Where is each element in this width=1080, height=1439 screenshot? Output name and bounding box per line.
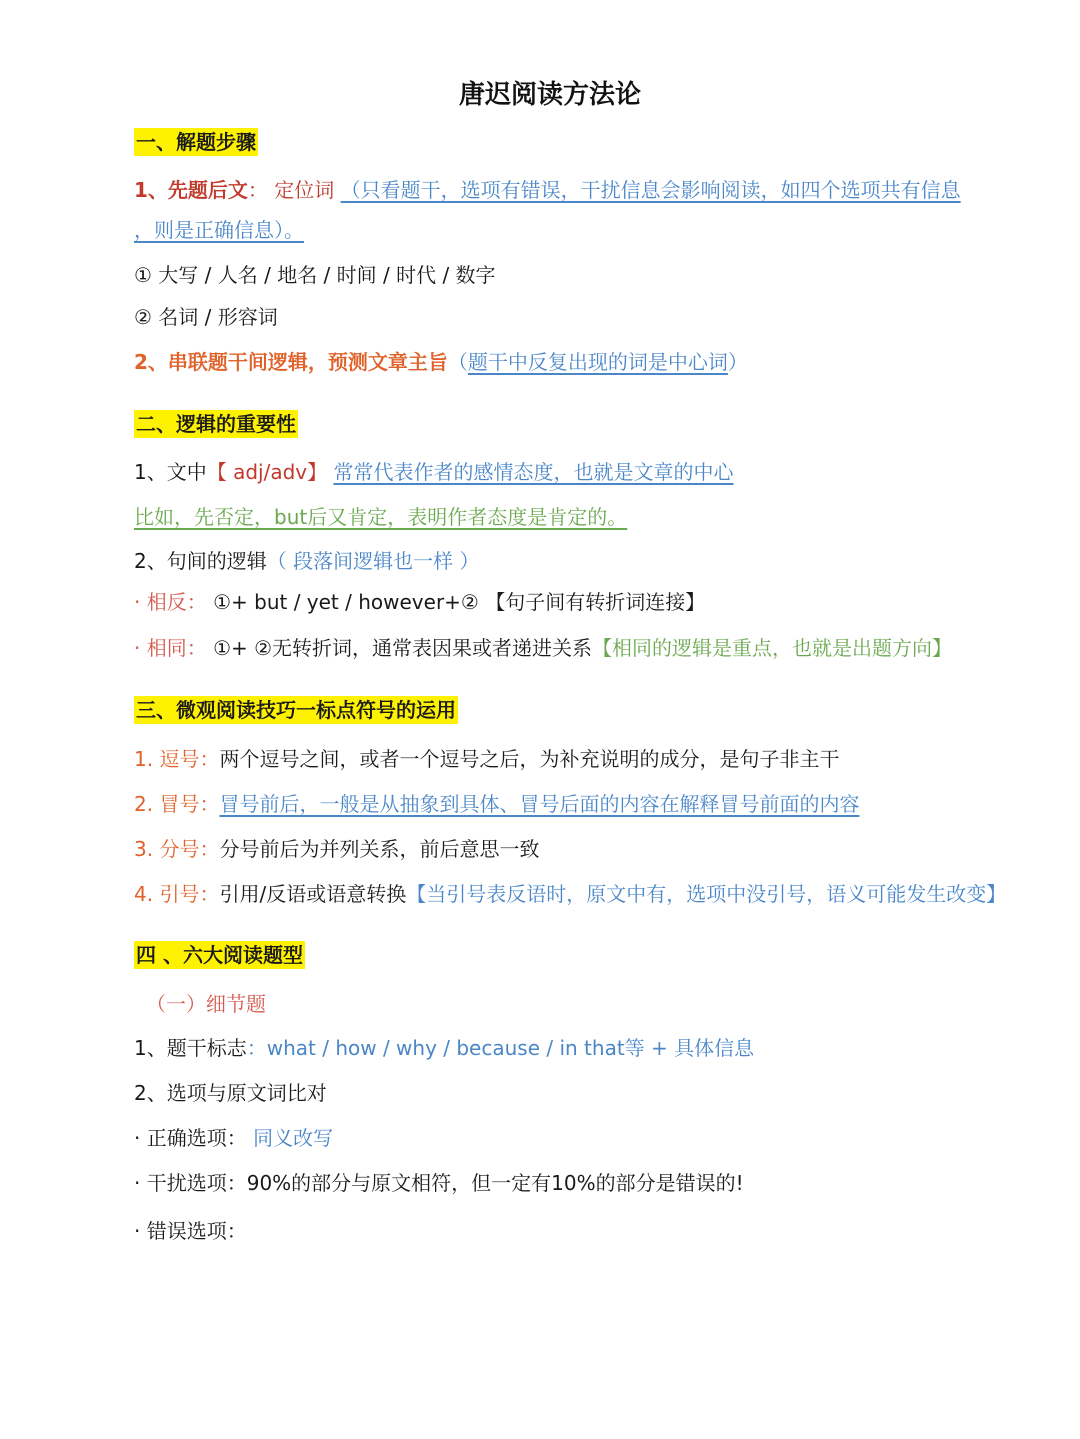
s1-p2-open: （ — [447, 350, 468, 374]
s1-p1-label: 1、先题后文 — [134, 178, 248, 202]
s4-b1-label: · 正确选项： — [134, 1126, 247, 1150]
page-title: 唐迟阅读方法论 — [458, 80, 641, 110]
section-4-heading — [134, 941, 305, 969]
s3-i4-text: 引用/反语或语意转换 — [219, 882, 407, 906]
s4-bullet-correct — [134, 1124, 333, 1152]
section-3-heading — [134, 696, 458, 724]
s3-item-comma — [134, 745, 839, 773]
s2-point-2 — [134, 547, 479, 575]
s1-point-1 — [134, 176, 961, 204]
s3-i3-label: 3. 分号： — [134, 837, 220, 861]
s1-p2-note: 题干中反复出现的词是中心词 — [467, 350, 728, 374]
s1-p1-note-a: （只看题干，选项有错误，干扰信息会影响阅读，如四个选项共有信息 — [340, 178, 961, 202]
s3-i2-label: 2. 冒号： — [134, 792, 220, 816]
s2-p1-prefix: 1、文中 — [134, 460, 207, 484]
s2-example — [134, 503, 627, 531]
s4-b1-note: 同义改写 — [253, 1126, 334, 1150]
s4-p1-prefix: 1、题干标志 — [134, 1036, 247, 1060]
s3-item-quote — [134, 880, 1006, 908]
s4-subheading — [146, 990, 266, 1018]
s1-point-1-cont — [134, 216, 304, 244]
s2-point-1 — [134, 458, 733, 486]
s1-item-2: ② 名词 / 形容词 — [134, 305, 278, 329]
s4-point-2: 2、选项与原文词比对 — [134, 1081, 327, 1105]
s3-i4-note: 【当引号表反语时，原文中有，选项中没引号，语义可能发生改变】 — [406, 882, 1007, 906]
highlighted-heading: 四 、六大阅读题型 — [136, 943, 303, 967]
s2-b1-label: · 相反： — [134, 590, 207, 614]
s4-bullet-wrong: · 错误选项： — [134, 1219, 247, 1243]
s2-bullet-opposite — [134, 588, 705, 616]
s1-point-2 — [134, 348, 748, 376]
s4-point-1 — [134, 1034, 754, 1062]
s3-i2-text: 冒号前后，一般是从抽象到具体、冒号后面的内容在解释冒号前面的内容 — [219, 792, 860, 816]
s1-p1-note-b: ，则是正确信息）。 — [134, 218, 304, 242]
highlighted-heading: 二、逻辑的重要性 — [136, 412, 296, 436]
s1-p1-key: 定位词 — [274, 178, 335, 202]
s2-p1-example: 比如，先否定，but后又肯定，表明作者态度是肯定的。 — [134, 505, 628, 529]
s3-i1-text: 两个逗号之间，或者一个逗号之后，为补充说明的成分，是句子非主干 — [219, 747, 840, 771]
highlighted-heading: 三、微观阅读技巧一标点符号的运用 — [136, 698, 456, 722]
s2-b1-text: ①+ but / yet / however+② 【句子间有转折词连接】 — [213, 590, 706, 614]
s1-p2-label: 2、串联题干间逻辑，预测文章主旨 — [134, 350, 448, 374]
s3-item-colon — [134, 790, 859, 818]
s2-p1-note: 常常代表作者的感情态度，也就是文章的中心 — [333, 460, 734, 484]
highlighted-heading: 一、解题步骤 — [136, 130, 256, 154]
s4-p1-note: ：what / how / why / because / in that等 + 具体信息 — [246, 1036, 755, 1060]
s3-i1-label: 1. 逗号： — [134, 747, 220, 771]
s2-bullet-same — [134, 634, 952, 662]
s2-b2-text: ①+ ②无转折词，通常表因果或者递进关系 — [213, 636, 593, 660]
s3-item-semicolon — [134, 835, 539, 863]
s2-p2-note: （ 段落间逻辑也一样 ） — [266, 549, 480, 573]
s4-sub: （一）细节题 — [146, 992, 266, 1016]
s2-p1-bracket: 【 adj/adv】 — [206, 460, 328, 484]
section-2-heading — [134, 410, 298, 438]
s4-bullet-distractor: · 干扰选项：90%的部分与原文相符，但一定有10%的部分是错误的! — [134, 1171, 744, 1195]
s2-p2-prefix: 2、句间的逻辑 — [134, 549, 267, 573]
section-1-heading — [134, 128, 258, 156]
s1-item-1: ① 大写 / 人名 / 地名 / 时间 / 时代 / 数字 — [134, 263, 496, 287]
s1-p1-colon: ： — [247, 178, 268, 202]
s2-b2-note: 【相同的逻辑是重点，也就是出题方向】 — [592, 636, 953, 660]
s2-b2-label: · 相同： — [134, 636, 207, 660]
s1-p2-close: ） — [727, 350, 748, 374]
s3-i3-text: 分号前后为并列关系，前后意思一致 — [219, 837, 540, 861]
s3-i4-label: 4. 引号： — [134, 882, 220, 906]
